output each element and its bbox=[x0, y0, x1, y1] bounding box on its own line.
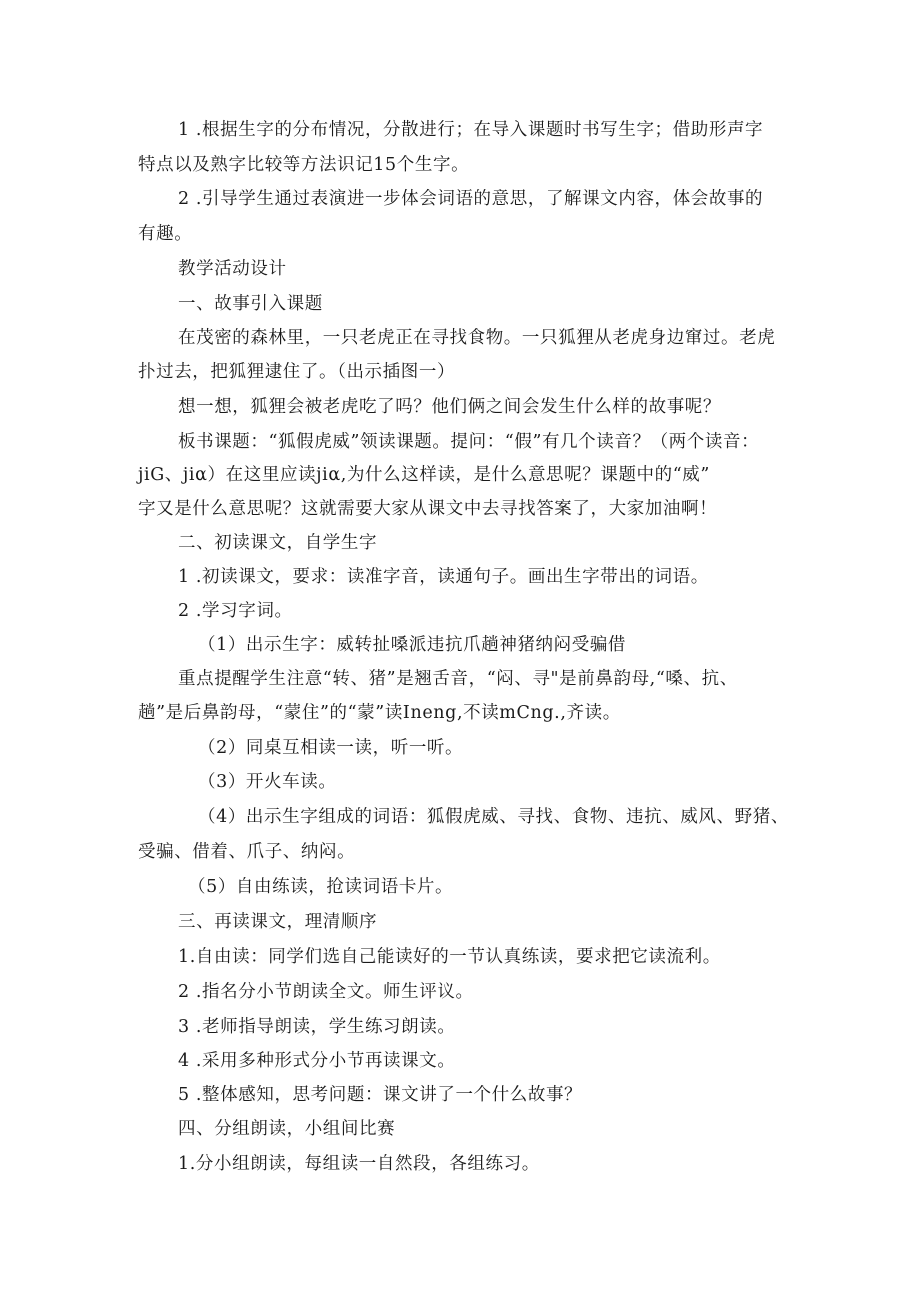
section-heading-3: 三、再读课文，理清顺序 bbox=[178, 912, 378, 932]
story-paragraph-line-1: 在茂密的森林里，一只老虎正在寻找食物。一只狐狸从老虎身边窜过。老虎 bbox=[178, 328, 776, 348]
substep-4-line-1: （4）出示生字组成的词语：狐假虎威、寻找、食物、违抗、威风、野猪、 bbox=[198, 807, 789, 827]
section-heading-activity-design: 教学活动设计 bbox=[178, 259, 287, 279]
step-3-2: 2 .指名分小节朗读全文。师生评议。 bbox=[178, 982, 474, 1002]
objective-1-line-1: 1 .根据生字的分布情况，分散进行；在导入课题时书写生字；借助形声字 bbox=[178, 120, 764, 140]
pronunciation-note-line-2: 趟”是后鼻韵母，“蒙住”的“蒙”读Ineng,不读mCng.,齐读。 bbox=[138, 703, 621, 723]
objective-2-line-1: 2 .引导学生通过表演进一步体会词语的意思，了解课文内容，体会故事的 bbox=[178, 189, 764, 209]
substep-5: （5）自由练读，抢读词语卡片。 bbox=[188, 877, 454, 897]
story-paragraph-line-2: 扑过去，把狐狸逮住了。（出示插图一） bbox=[138, 362, 456, 382]
step-4-1: 1.分小组朗读，每组读一自然段，各组练习。 bbox=[178, 1154, 540, 1174]
substep-4-line-2: 受骗、借着、爪子、纳闷。 bbox=[138, 842, 356, 862]
step-3-1: 1.自由读：同学们选自己能读好的一节认真练读，要求把它读流利。 bbox=[178, 947, 721, 967]
step-3-4: 4 .采用多种形式分小节再读课文。 bbox=[178, 1051, 456, 1071]
section-heading-4: 四、分组朗读，小组间比赛 bbox=[178, 1119, 396, 1139]
title-paragraph-line-1: 板书课题：“狐假虎威”领读课题。提问：“假”有几个读音？（两个读音： bbox=[178, 432, 760, 452]
pronunciation-note-line-1: 重点提醒学生注意“转、猪”是翘舌音，“闷、寻"是前鼻韵母,“嗓、抗、 bbox=[178, 669, 738, 689]
substep-2: （2）同桌互相读一读，听一听。 bbox=[198, 738, 464, 758]
substep-1: （1）出示生字：威转扯嗓派违抗爪趟神猪纳闷受骗借 bbox=[198, 635, 627, 655]
substep-3: （3）开火车读。 bbox=[198, 772, 337, 792]
objective-2-line-2: 有趣。 bbox=[138, 224, 193, 244]
step-3-3: 3 .老师指导朗读，学生练习朗读。 bbox=[178, 1017, 456, 1037]
step-2-2: 2 .学习字词。 bbox=[178, 601, 293, 621]
section-heading-1: 一、故事引入课题 bbox=[178, 294, 323, 314]
title-paragraph-line-3: 字又是什么意思呢？这就需要大家从课文中去寻找答案了，大家加油啊！ bbox=[138, 499, 718, 519]
objective-1-line-2: 特点以及熟字比较等方法识记15个生字。 bbox=[138, 155, 470, 175]
title-paragraph-line-2: jiG、jiα）在这里应读jiα,为什么这样读，是什么意思呢？课题中的“威” bbox=[138, 465, 710, 485]
step-2-1: 1 .初读课文，要求：读准字音，读通句子。画出生字带出的词语。 bbox=[178, 567, 709, 587]
step-3-5: 5 .整体感知，思考问题：课文讲了一个什么故事？ bbox=[178, 1085, 583, 1105]
question-paragraph: 想一想，狐狸会被老虎吃了吗？他们俩之间会发生什么样的故事呢？ bbox=[178, 397, 721, 417]
section-heading-2: 二、初读课文，自学生字 bbox=[178, 533, 378, 553]
